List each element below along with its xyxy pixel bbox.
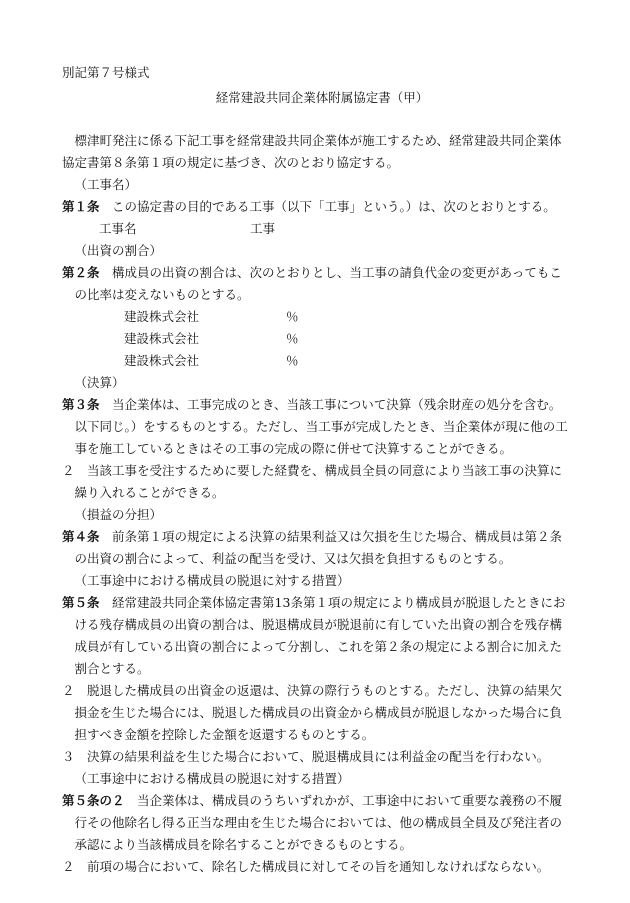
share-company: 建設株式会社 <box>124 331 200 346</box>
article-4-caption: （損益の分担） <box>74 507 163 522</box>
article-1-caption: （工事名） <box>74 177 138 192</box>
article-2 <box>62 262 572 306</box>
paragraph-number: ２ <box>62 859 75 874</box>
article-2-heading: 第２条 <box>62 265 100 280</box>
paragraph-text: 当該工事を受注するために要した経費を、構成員全員の同意により当該工事の決算に繰り入れることができる。 <box>74 463 563 500</box>
share-row <box>62 350 572 372</box>
article-5-2 <box>62 790 572 856</box>
form-number: 別記第７号様式 <box>62 65 150 80</box>
share-company: 建設株式会社 <box>124 353 200 368</box>
article-2-text: 構成員の出資の割合は、次のとおりとし、当工事の請負代金の変更があってもこの比率は変えないものとする。 <box>74 265 562 302</box>
article-4 <box>62 526 572 570</box>
article-5-2-heading: 第５条の２ <box>62 793 125 808</box>
article-5-2-paragraph-2 <box>62 856 572 878</box>
article-4-text: 前条第１項の規定による決算の結果利益又は欠損を生じた場合、構成員は第２条の出資の割合によって、利益の配当を受け、又は欠損を負担するものとする。 <box>74 529 563 566</box>
share-company: 建設株式会社 <box>124 309 200 324</box>
paragraph-number: ２ <box>62 463 75 478</box>
paragraph-number: ２ <box>62 683 75 698</box>
article-5-text: 経常建設共同企業体協定書第13条第１項の規定により構成員が脱退したときにおける残存構成員の出資の割合は、脱退構成員が脱退前に有していた出資の割合を残存構成員が有している出資の割合によって分割し、これを第２条の規定による割合に加えた割合とする。 <box>74 595 566 676</box>
work-name-label: 工事名 <box>99 221 137 236</box>
share-row <box>62 328 572 350</box>
article-5-2-caption: （工事途中における構成員の脱退に対する措置） <box>74 771 350 786</box>
paragraph-text: 脱退した構成員の出資金の返還は、決算の際行うものとする。ただし、決算の結果欠損金を生じた場合には、脱退した構成員の出資金から構成員が脱退しなかった場合に負担すべき金額を控除した金額を返還するものとする。 <box>74 683 563 742</box>
article-1-text: この協定書の目的である工事（以下「工事」という。）は、次のとおりとする。 <box>112 199 556 214</box>
article-3-text: 当企業体は、工事完成のとき、当該工事について決算（残余財産の処分を含む。以下同じ。）をするものとする。ただし、当工事が完成したとき、当企業体が現に他の工事を施工しているときはその工事の完成の際に併せて決算することができる。 <box>74 397 568 456</box>
article-5-paragraph-2 <box>62 680 572 746</box>
work-name-value: 工事 <box>250 221 276 236</box>
share-percent: ％ <box>286 353 299 368</box>
paragraph-number: ３ <box>62 749 75 764</box>
article-1-heading: 第１条 <box>62 199 100 214</box>
preamble: 標津町発注に係る下記工事を経常建設共同企業体が施工するため、経常建設共同企業体協定書第８条第１項の規定に基づき、次のとおり協定する。 <box>62 133 562 170</box>
document-body <box>62 130 572 878</box>
article-3-paragraph-2 <box>62 460 572 504</box>
paragraph-text: 前項の場合において、除名した構成員に対してその旨を通知しなければならない。 <box>87 859 550 874</box>
share-percent: ％ <box>286 309 299 324</box>
article-5-heading: 第５条 <box>62 595 100 610</box>
article-4-heading: 第４条 <box>62 529 100 544</box>
article-1 <box>62 196 572 218</box>
article-2-caption: （出資の割合） <box>74 243 163 258</box>
article-3-caption: （決算） <box>74 375 125 390</box>
article-3 <box>62 394 572 460</box>
article-5 <box>62 592 572 680</box>
article-5-2-text: 当企業体は、構成員のうちいずれかが、工事途中において重要な義務の不履行その他除名し得る正当な理由を生じた場合においては、他の構成員全員及び発注者の承認により当該構成員を除名することができるものとする。 <box>74 793 563 852</box>
paragraph-text: 決算の結果利益を生じた場合において、脱退構成員には利益金の配当を行わない。 <box>87 749 550 764</box>
article-3-heading: 第３条 <box>62 397 100 412</box>
share-percent: ％ <box>286 331 299 346</box>
work-name-row <box>62 218 572 240</box>
share-row <box>62 306 572 328</box>
document-title: 経常建設共同企業体附属協定書（甲） <box>215 90 429 105</box>
article-5-paragraph-3 <box>62 746 572 768</box>
article-5-caption: （工事途中における構成員の脱退に対する措置） <box>74 573 350 588</box>
